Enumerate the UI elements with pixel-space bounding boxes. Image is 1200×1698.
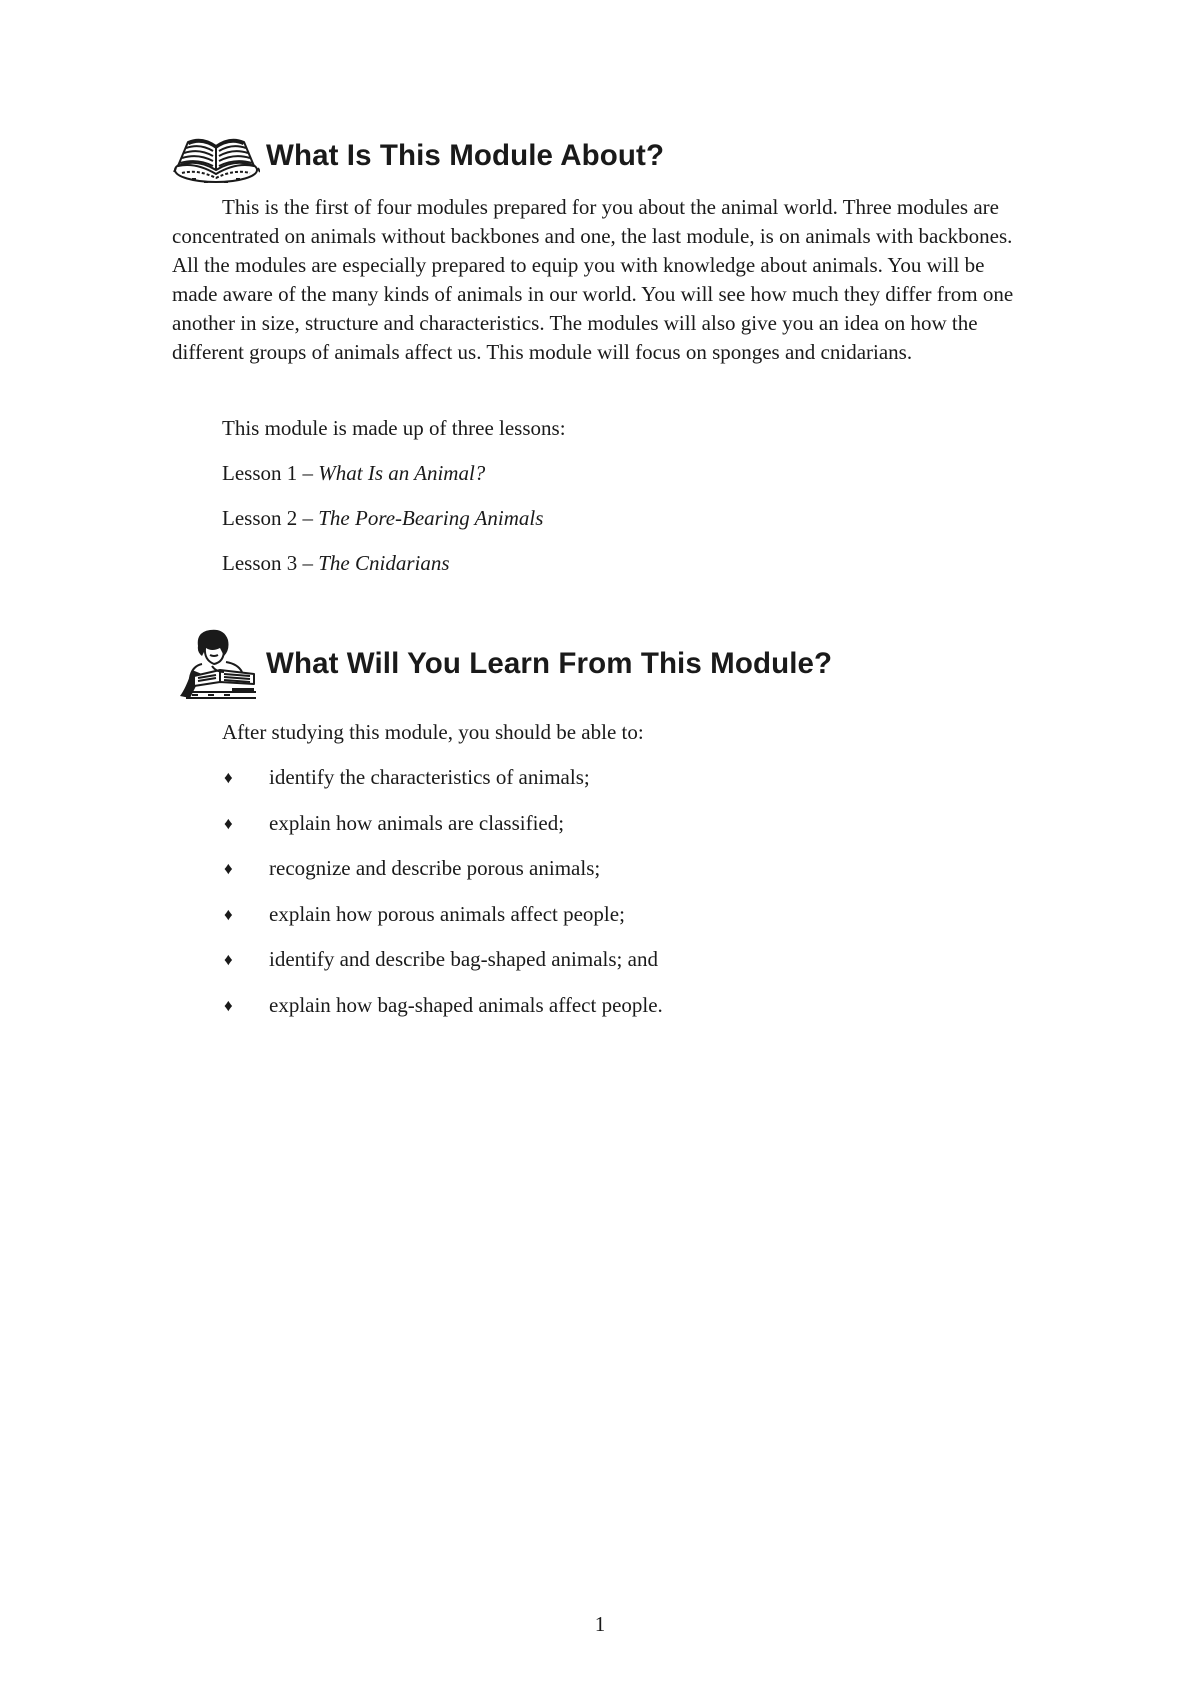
section-heading-learn xyxy=(172,626,832,702)
lesson-item-3 xyxy=(222,549,450,578)
diamond-bullet-icon: ♦ xyxy=(224,904,233,924)
objectives-list xyxy=(222,763,663,1036)
objective-text: explain how bag-shaped animals affect people. xyxy=(269,992,663,1017)
page-number: 1 xyxy=(594,1612,606,1636)
lessons-intro: This module is made up of three lessons: xyxy=(222,416,566,440)
diamond-bullet-icon: ♦ xyxy=(224,813,233,833)
objectives-intro: After studying this module, you should be able to: xyxy=(222,720,644,744)
objective-item xyxy=(222,900,663,946)
objective-text: identify the characteristics of animals; xyxy=(269,765,590,789)
diamond-bullet-icon: ♦ xyxy=(224,768,233,787)
objective-text: explain how animals are classified; xyxy=(269,810,565,835)
lesson-title: The Cnidarians xyxy=(318,551,450,575)
section-heading-about xyxy=(172,118,664,194)
objective-item xyxy=(222,945,663,991)
objective-item xyxy=(222,809,663,855)
objective-text: recognize and describe porous animals; xyxy=(269,856,601,880)
diamond-bullet-icon: ♦ xyxy=(224,950,233,969)
lesson-label: Lesson 2 – xyxy=(222,506,319,530)
objective-item xyxy=(222,991,663,1037)
lesson-label: Lesson 1 – xyxy=(222,461,319,485)
objective-text: explain how porous animals affect people; xyxy=(269,901,625,926)
lesson-label: Lesson 3 – xyxy=(222,551,319,575)
objective-item xyxy=(222,854,663,900)
diamond-bullet-icon: ♦ xyxy=(224,859,233,878)
module-description-paragraph: This is the first of four modules prepared for you about the animal world. Three modules are concentrated on animals without backbones and one, the last module, is on animals with backbones. All the modules are especially prepared to equip you with knowledge about animals. You will be made aware of the many kinds of animals in our world. You will see how much they differ from one another in size, structure and characteristics. The modules will also give you an idea on how the different groups of animals affect us. This module will focus on sponges and cnidarians. xyxy=(172,195,1014,364)
objective-item xyxy=(222,763,663,809)
section-title-about: What Is This Module About? xyxy=(266,139,665,172)
section-title-learn: What Will You Learn From This Module? xyxy=(266,647,833,680)
open-book-icon xyxy=(172,118,260,194)
lesson-title: The Pore-Bearing Animals xyxy=(318,506,544,530)
lesson-item-2 xyxy=(222,504,543,533)
diamond-bullet-icon: ♦ xyxy=(224,995,233,1015)
lesson-title: What Is an Animal? xyxy=(318,461,486,485)
objective-text: identify and describe bag-shaped animals; and xyxy=(269,947,658,971)
student-reading-icon xyxy=(172,626,260,702)
lesson-item-1 xyxy=(222,459,485,488)
